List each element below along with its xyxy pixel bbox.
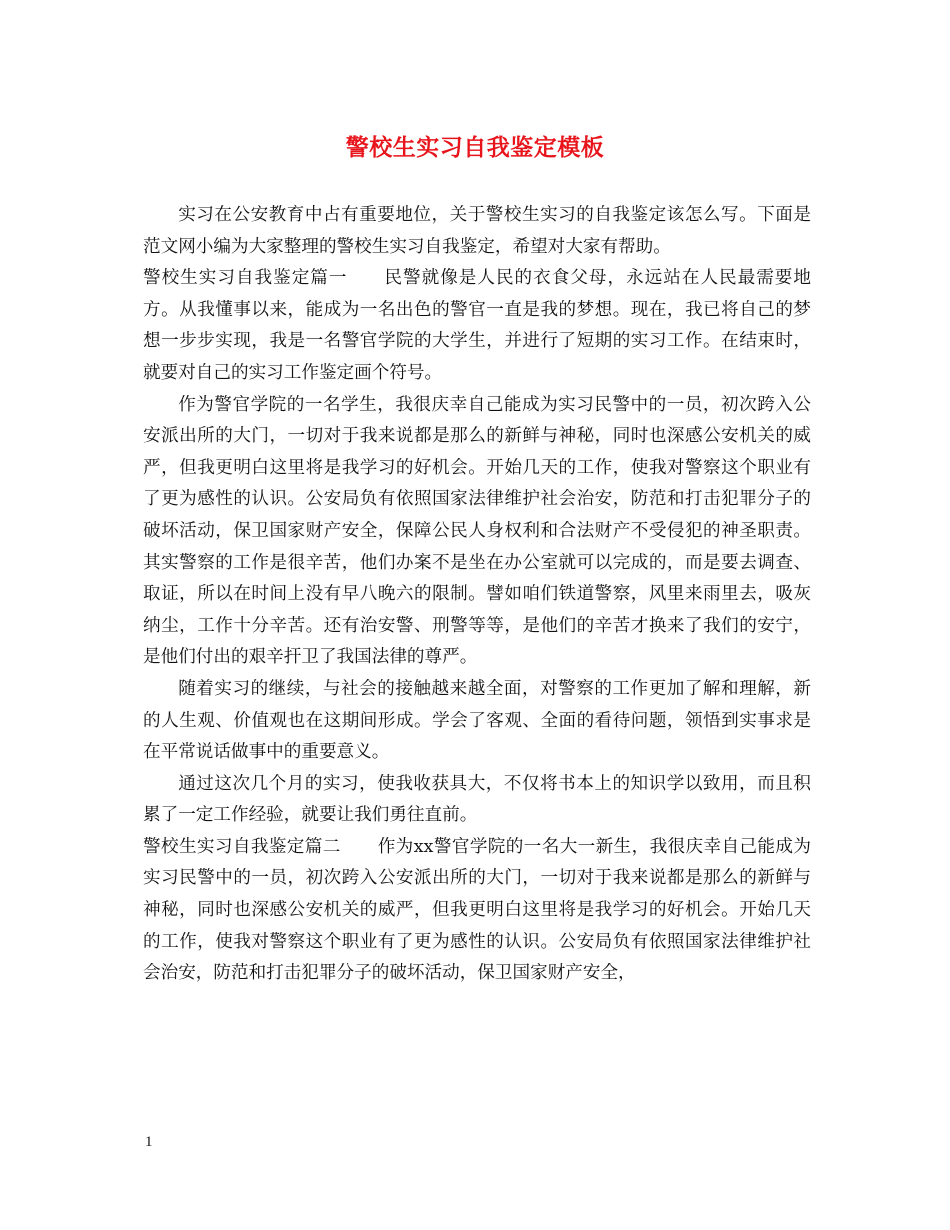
paragraph-body [143,769,811,832]
section-label: 警校生实习自我鉴定篇一 [143,268,348,289]
paragraph-text: 随着实习的继续，与社会的接触越来越全面，对警察的工作更加了解和理解，新的人生观、价值观也在这期间形成。学会了客观、全面的看待问题，领悟到实事求是在平常说话做事中的重要意义。 [143,678,811,763]
section-label: 警校生实习自我鉴定篇二 [143,836,341,857]
paragraph-section-two [143,832,811,990]
paragraph-intro [143,200,811,263]
paragraph-text: 民警就像是人民的衣食父母，永远站在人民最需要地方。从我懂事以来，能成为一名出色的警官一直是我的梦想。现在，我已将自己的梦想一步步实现，我是一名警官学院的大学生，并进行了短期的实习工作。在结束时，就要对自己的实习工作鉴定画个符号。 [143,268,811,383]
document-body [143,200,811,990]
page-number: 1 [145,1134,153,1150]
paragraph-body [143,674,811,769]
document-title: 警校生实习自我鉴定模板 [345,134,605,161]
paragraph-text: 作为xx警官学院的一名大一新生，我很庆幸自己能成为实习民警中的一员，初次跨入公安派出所的大门，一切对于我来说都是那么的新鲜与神秘，同时也深感公安机关的威严，但我更明白这里将是我学习的好机会。开始几天的工作，使我对警察这个职业有了更为感性的认识。公安局负有依照国家法律维护社会治安，防范和打击犯罪分子的破坏活动，保卫国家财产安全， [143,836,811,984]
paragraph-text: 实习在公安教育中占有重要地位，关于警校生实习的自我鉴定该怎么写。下面是范文网小编为大家整理的警校生实习自我鉴定，希望对大家有帮助。 [143,205,811,257]
paragraph-section-one [143,263,811,389]
paragraph-body [143,390,811,674]
paragraph-text: 作为警官学院的一名学生，我很庆幸自己能成为实习民警中的一员，初次跨入公安派出所的大门，一切对于我来说都是那么的新鲜与神秘，同时也深感公安机关的威严，但我更明白这里将是我学习的好机会。开始几天的工作，使我对警察这个职业有了更为感性的认识。公安局负有依照国家法律维护社会治安，防范和打击犯罪分子的破坏活动，保卫国家财产安全，保障公民人身权利和合法财产不受侵犯的神圣职责。其实警察的工作是很辛苦，他们办案不是坐在办公室就可以完成的，而是要去调查、取证，所以在时间上没有早八晚六的限制。譬如咱们铁道警察，风里来雨里去，吸灰纳尘，工作十分辛苦。还有治安警、刑警等等，是他们的辛苦才换来了我们的安宁，是他们付出的艰辛扞卫了我国法律的尊严。 [143,394,811,668]
paragraph-text: 通过这次几个月的实习，使我收获具大，不仅将书本上的知识学以致用，而且积累了一定工作经验，就要让我们勇往直前。 [143,773,811,826]
